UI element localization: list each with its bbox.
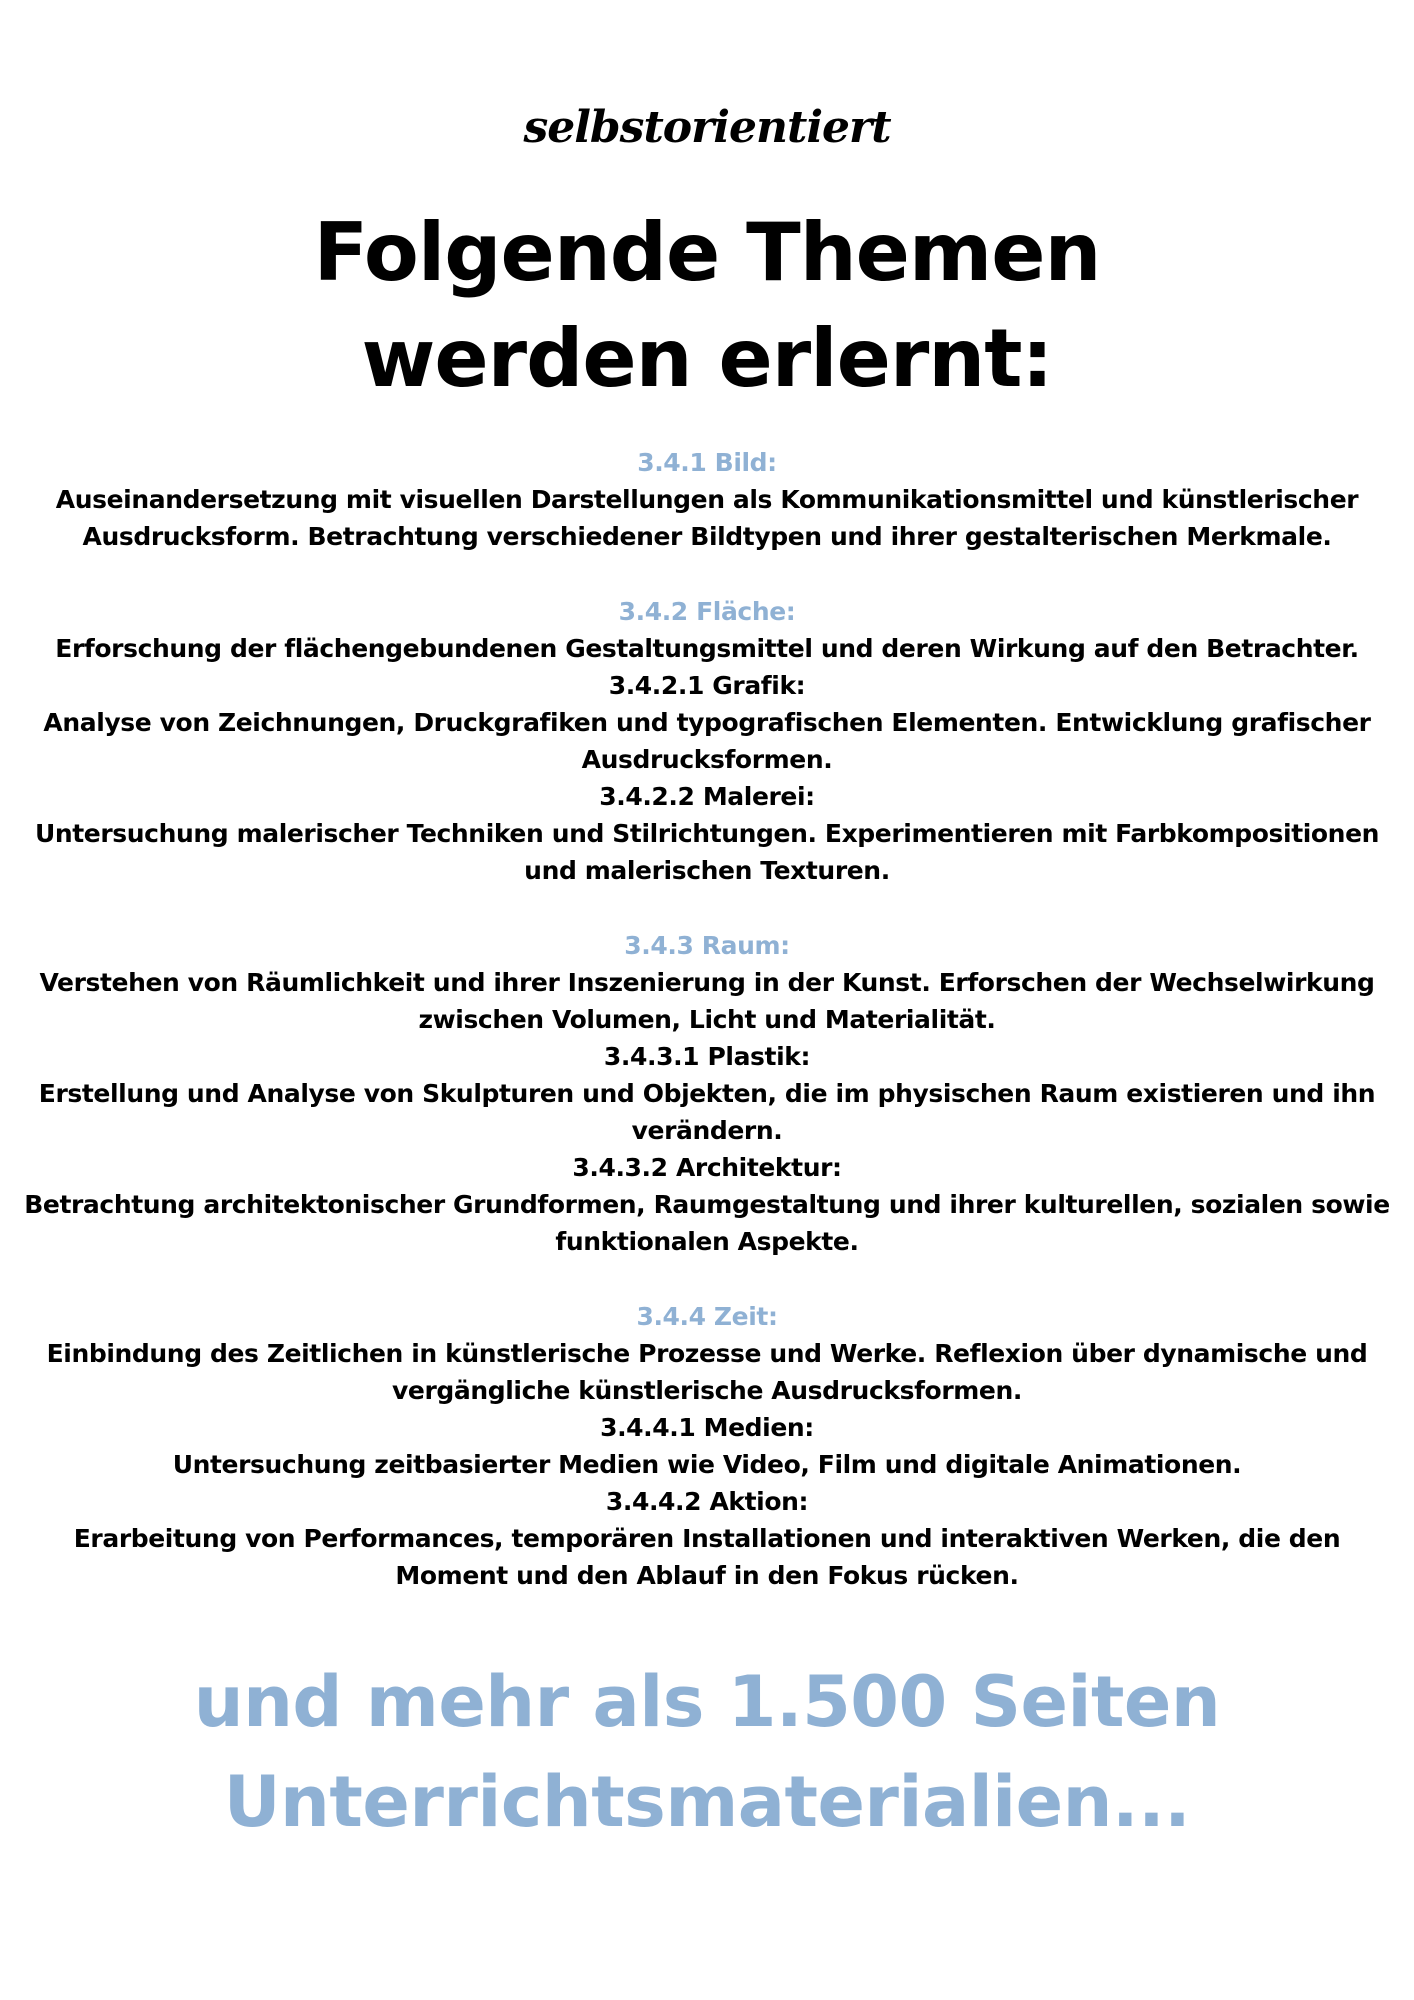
topic-section-raum bbox=[20, 927, 1394, 1260]
topic-section-zeit bbox=[20, 1298, 1394, 1594]
section-title: 3.4.1 Bild: bbox=[637, 448, 777, 477]
section-description: Erforschung der flächengebundenen Gestaltungsmittel und deren Wirkung auf den Betrachter. bbox=[55, 634, 1359, 663]
subsection-title: 3.4.3.2 Architektur: bbox=[572, 1153, 842, 1182]
page-title-line-1: Folgende Themen bbox=[313, 206, 1101, 299]
subsection-title: 3.4.2.2 Malerei: bbox=[599, 782, 815, 811]
page-title-line-2: werden erlernt: bbox=[361, 312, 1053, 405]
section-title: 3.4.3 Raum: bbox=[624, 931, 790, 960]
subsection-description: Erstellung und Analyse von Skulpturen und Objekten, die im physischen Raum existieren und ihn verändern. bbox=[38, 1079, 1376, 1145]
subsection-title: 3.4.4.1 Medien: bbox=[600, 1413, 814, 1442]
subsection-title: 3.4.4.2 Aktion: bbox=[605, 1487, 809, 1516]
section-title: 3.4.2 Fläche: bbox=[618, 597, 796, 626]
section-description: Auseinandersetzung mit visuellen Darstellungen als Kommunikationsmittel und künstlerischer Ausdrucksform. Betrachtung verschiedener Bildtypen und ihrer gestalterischen Merkmale. bbox=[55, 485, 1359, 551]
subsection-description: Betrachtung architektonischer Grundformen, Raumgestaltung und ihrer kulturellen, sozialen sowie funktionalen Aspekte. bbox=[24, 1190, 1390, 1256]
subsection-title: 3.4.2.1 Grafik: bbox=[608, 671, 806, 700]
subsection-description: Erarbeitung von Performances, temporären Installationen und interaktiven Werken, die den Moment und den Ablauf in den Fokus rücken. bbox=[73, 1524, 1341, 1590]
subsection-description: Analyse von Zeichnungen, Druckgrafiken und typografischen Elementen. Entwicklung grafischer Ausdrucksformen. bbox=[43, 708, 1371, 774]
closing-tagline bbox=[0, 1652, 1414, 1852]
topic-section-bild bbox=[20, 444, 1394, 555]
closing-tagline-line-1: und mehr als 1.500 Seiten bbox=[193, 1661, 1221, 1743]
section-description: Verstehen von Räumlichkeit und ihrer Inszenierung in der Kunst. Erforschen der Wechselwirkung zwischen Volumen, Licht und Materialität. bbox=[39, 968, 1375, 1034]
section-description: Einbindung des Zeitlichen in künstlerische Prozesse und Werke. Reflexion über dynamische und vergängliche künstlerische Ausdrucksformen. bbox=[46, 1339, 1368, 1405]
subsection-title: 3.4.3.1 Plastik: bbox=[603, 1042, 811, 1071]
topic-section-flaeche bbox=[20, 593, 1394, 889]
closing-tagline-line-2: Unterrichtsmaterialien... bbox=[223, 1761, 1191, 1843]
topic-list bbox=[20, 444, 1394, 1632]
section-title: 3.4.4 Zeit: bbox=[636, 1302, 778, 1331]
brand-logo: selbstorientiert bbox=[523, 102, 891, 153]
page-title bbox=[0, 200, 1414, 412]
subsection-description: Untersuchung zeitbasierter Medien wie Video, Film und digitale Animationen. bbox=[172, 1450, 1242, 1479]
subsection-description: Untersuchung malerischer Techniken und Stilrichtungen. Experimentieren mit Farbkompositionen und malerischen Texturen. bbox=[34, 819, 1380, 885]
